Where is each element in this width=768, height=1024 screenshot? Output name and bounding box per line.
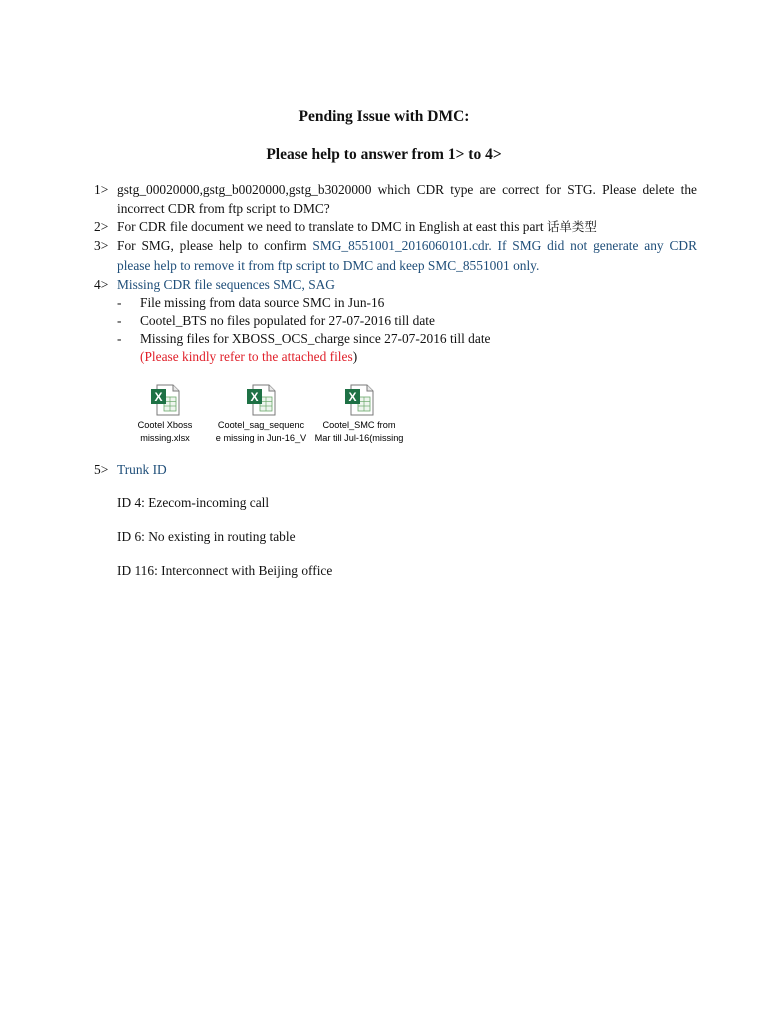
item-4-number: 4> <box>94 277 109 292</box>
trunk-id-6: ID 6: No existing in routing table <box>117 529 296 544</box>
attachment-line-1: Cootel_SMC from <box>322 420 396 430</box>
attachment-cootel-smc[interactable] <box>309 383 409 445</box>
item-1-number: 1> <box>94 182 109 197</box>
attachment-cootel-sag-sequence[interactable] <box>211 383 311 445</box>
attachment-note-text: (Please kindly refer to the attached files <box>140 349 353 364</box>
bullet-dash: - <box>117 313 122 328</box>
item-2-text <box>117 217 697 237</box>
item-4-bullet-1: File missing from data source SMC in Jun-16 <box>140 295 385 310</box>
attachment-line-2: e missing in Jun-16_V <box>215 433 307 443</box>
item-2-cjk-term: 话单类型 <box>546 219 597 234</box>
item-3-text-blue: SMG_8551001_2016060101.cdr. If SMG did not generate any CDR please help to remove it from ftp script to DMC and keep SMC_8551001 only. <box>117 238 697 273</box>
attachment-line-1: Cootel Xboss <box>137 420 193 430</box>
attachment-cootel-xboss[interactable] <box>115 383 215 445</box>
attachment-note <box>140 348 357 366</box>
item-1-text: gstg_00020000,gstg_b0020000,gstg_b3020000 which CDR type are correct for STG. Please delete the incorrect CDR from ftp script to DMC? <box>117 182 697 216</box>
item-2-text-main: For CDR file document we need to translate to DMC in English at east this part <box>117 219 547 234</box>
page-subtitle: Please help to answer from 1> to 4> <box>266 146 502 163</box>
svg-text:X: X <box>348 390 357 404</box>
excel-file-icon <box>342 383 376 417</box>
trunk-id-116: ID 116: Interconnect with Beijing office <box>117 563 333 578</box>
attachment-line-1: Cootel_sag_sequenc <box>217 420 305 430</box>
svg-text:X: X <box>250 390 259 404</box>
bullet-dash: - <box>117 331 122 346</box>
svg-text:X: X <box>154 390 163 404</box>
excel-file-icon <box>148 383 182 417</box>
item-4-bullet-2: Cootel_BTS no files populated for 27-07-2016 till date <box>140 313 435 328</box>
item-5-heading: Trunk ID <box>117 462 167 477</box>
item-3-text-main: For SMG, please help to confirm <box>117 238 313 253</box>
excel-file-icon <box>244 383 278 417</box>
item-4-heading: Missing CDR file sequences SMC, SAG <box>117 277 335 292</box>
page-title: Pending Issue with DMC: <box>298 108 470 125</box>
attachment-line-2: missing.xlsx <box>140 433 190 443</box>
attachment-line-2: Mar till Jul-16(missing <box>314 433 404 443</box>
item-3-text <box>117 236 697 276</box>
item-2-number: 2> <box>94 219 109 234</box>
item-5-number: 5> <box>94 462 109 477</box>
item-4-bullet-3: Missing files for XBOSS_OCS_charge since 27-07-2016 till date <box>140 331 491 346</box>
attachment-note-close: ) <box>352 349 358 364</box>
trunk-id-4: ID 4: Ezecom-incoming call <box>117 495 270 510</box>
item-3-number: 3> <box>94 238 109 253</box>
bullet-dash: - <box>117 295 122 310</box>
